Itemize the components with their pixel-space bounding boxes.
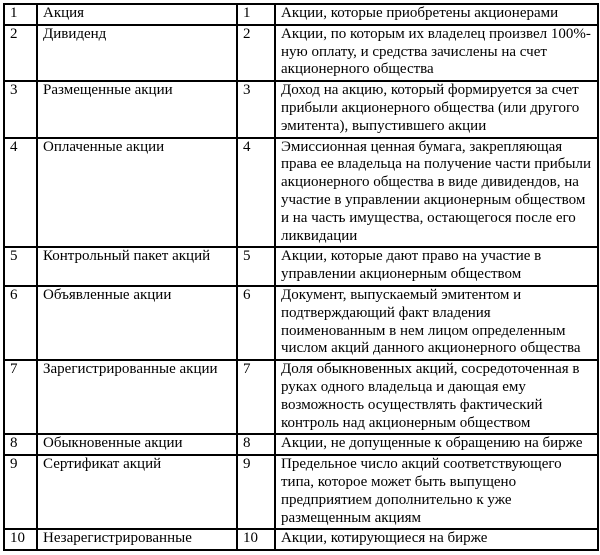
term-number-cell: 7: [4, 360, 37, 434]
terms-definitions-table: [3, 3, 599, 551]
definition-cell: Доля обыкновенных акций, сосредоточенная в руках одного владельца и дающая ему возможность осуществлять фактический контроль над акционерным обществом: [275, 360, 598, 434]
definition-number-cell: 3: [237, 81, 275, 137]
definition-cell: Акции, не допущенные к обращению на бирже: [275, 434, 598, 455]
term-number-cell: 2: [4, 25, 37, 81]
definition-cell: Предельное число акций соответствующего типа, которое может быть выпущено предприятием дополнительно к уже размещенным акциям: [275, 455, 598, 529]
term-number-cell: 6: [4, 286, 37, 360]
table-row: [4, 529, 598, 550]
term-cell: Обыкновенные акции: [37, 434, 237, 455]
definition-number-cell: 4: [237, 138, 275, 248]
table-row: [4, 138, 598, 248]
term-cell: Контрольный пакет акций: [37, 247, 237, 286]
term-number-cell: 8: [4, 434, 37, 455]
definition-number-cell: 9: [237, 455, 275, 529]
table-row: [4, 360, 598, 434]
definition-cell: Доход на акцию, который формируется за счет прибыли акционерного общества (или другого эмитента), выпустившего акции: [275, 81, 598, 137]
definition-number-cell: 10: [237, 529, 275, 550]
table-row: [4, 455, 598, 529]
definition-number-cell: 7: [237, 360, 275, 434]
definition-number-cell: 2: [237, 25, 275, 81]
table-row: [4, 81, 598, 137]
definition-number-cell: 8: [237, 434, 275, 455]
table-row: [4, 286, 598, 360]
term-cell: Дивиденд: [37, 25, 237, 81]
term-cell: Сертификат акций: [37, 455, 237, 529]
definition-cell: Документ, выпускаемый эмитентом и подтверждающий факт владения поименованным в нем лицом определенным числом акций данного акционерного общества: [275, 286, 598, 360]
definition-cell: Акции, по которым их владелец произвел 100%-ную оплату, и средства зачислены на счет акционерного общества: [275, 25, 598, 81]
definition-cell: Акции, которые дают право на участие в управлении акционерным обществом: [275, 247, 598, 286]
definition-number-cell: 6: [237, 286, 275, 360]
term-cell: Объявленные акции: [37, 286, 237, 360]
term-number-cell: 9: [4, 455, 37, 529]
term-cell: Акция: [37, 4, 237, 25]
term-cell: Размещенные акции: [37, 81, 237, 137]
table-row: [4, 247, 598, 286]
term-cell: Оплаченные акции: [37, 138, 237, 248]
table-row: [4, 434, 598, 455]
definition-cell: Акции, котирующиеся на бирже: [275, 529, 598, 550]
term-number-cell: 4: [4, 138, 37, 248]
table-row: [4, 4, 598, 25]
table-row: [4, 25, 598, 81]
term-cell: Зарегистрированные акции: [37, 360, 237, 434]
definition-cell: Эмиссионная ценная бумага, закрепляющая права ее владельца на получение части прибыли акционерного общества в виде дивидендов, на участие в управлении акционерным обществом и на часть имущества, остающегося после его ликвидации: [275, 138, 598, 248]
term-number-cell: 1: [4, 4, 37, 25]
term-number-cell: 3: [4, 81, 37, 137]
definition-number-cell: 1: [237, 4, 275, 25]
term-number-cell: 5: [4, 247, 37, 286]
term-cell: Незарегистрированные: [37, 529, 237, 550]
definition-number-cell: 5: [237, 247, 275, 286]
term-number-cell: 10: [4, 529, 37, 550]
definition-cell: Акции, которые приобретены акционерами: [275, 4, 598, 25]
